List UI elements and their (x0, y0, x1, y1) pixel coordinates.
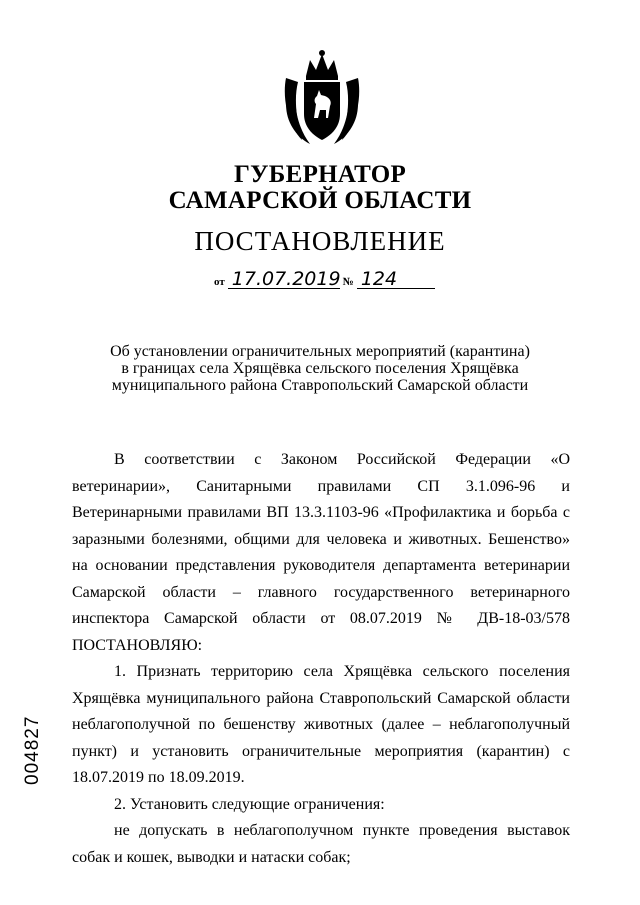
subject-line: муниципального района Ставропольский Самарской области (111, 377, 529, 394)
date-label: от (214, 276, 225, 288)
subject-line: в границах села Хрящёвка сельского поселения Хрящёвка (121, 360, 519, 377)
item-1-paragraph: 1. Признать территорию села Хрящёвка сельского поселения Хрящёвка муниципального района Ставропольский Самарской области неблагополучной по бешенству животных (далее – неблагополучный пункт) и установить ограничительные мероприятия (карантин) с 18.07.2019 по 18.09.2019. (72, 663, 570, 786)
number-label: № (342, 276, 354, 288)
date-number-line (214, 270, 435, 289)
item-2a-paragraph: не допускать в неблагополучном пункте проведения выставок собак и кошек, выводки и натаски собак; (72, 822, 570, 866)
document-body (72, 447, 570, 871)
subject-line: Об установлении ограничительных мероприятий (карантина) (110, 343, 530, 360)
org-title-line2: САМАРСКОЙ ОБЛАСТИ (168, 187, 472, 214)
org-title-line1: ГУБЕРНАТОР (233, 161, 407, 188)
document-type: ПОСТАНОВЛЕНИЕ (194, 226, 446, 256)
coat-of-arms-icon (280, 48, 364, 148)
date-value: 17.07.2019 (228, 270, 340, 289)
stamp-number: 004827 (22, 715, 43, 785)
document-subject (0, 343, 640, 394)
number-value: 124 (357, 270, 435, 289)
preamble-paragraph: В соответствии с Законом Российской Федерации «О ветеринарии», Санитарными правилами СП 3.1.096-96 и Ветеринарными правилами ВП 13.3.1103-96 «Профилактика и борьба с заразными болезнями, общими для человека и животных. Бешенство» на основании представления руководителя департамента ветеринарии Самарской области – главного государственного ветеринарного инспектора Самарской области от 08.07.2019 № ДВ-18-03/578 ПОСТАНОВЛЯЮ: (72, 451, 570, 654)
item-2-paragraph: 2. Установить следующие ограничения: (114, 795, 385, 813)
